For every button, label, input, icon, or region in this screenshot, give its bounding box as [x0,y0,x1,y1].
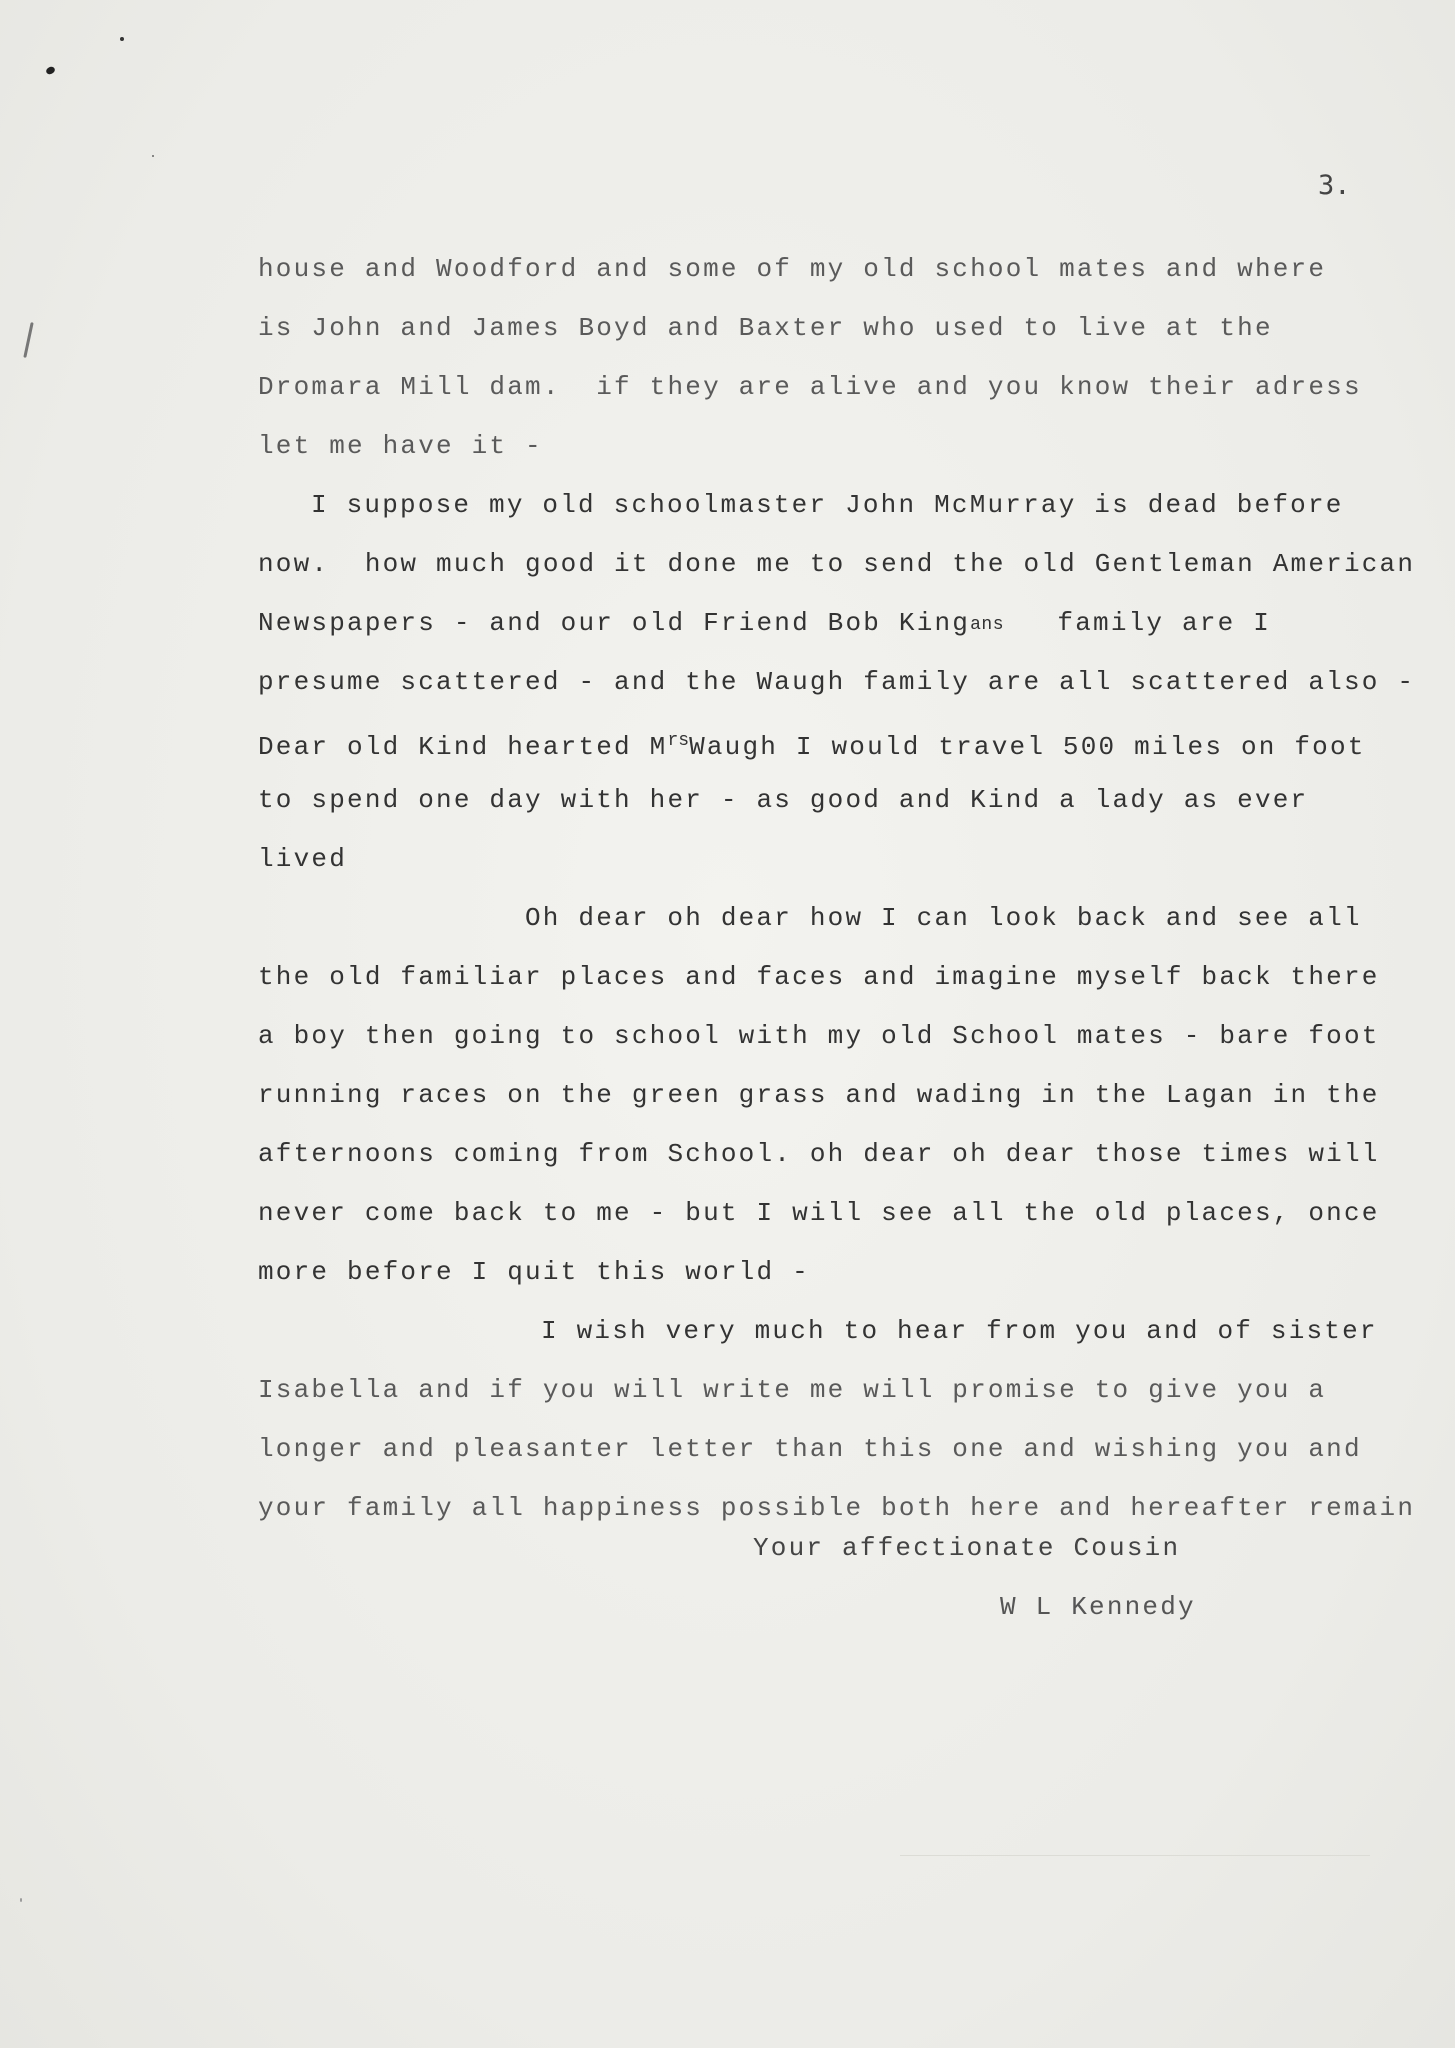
text-line: afternoons coming from School. oh dear oh dear those times will [258,1139,1380,1169]
text-line: to spend one day with her - as good and Kind a lady as ever [258,785,1309,815]
ink-dot [20,1898,22,1902]
text-segment: Newspapers - and our old Friend Bob King [258,608,971,638]
letter-closing: Your affectionate Cousin [753,1533,1181,1563]
text-line: now. how much good it done me to send the old Gentleman American [258,549,1416,579]
text-line: house and Woodford and some of my old school mates and where [258,254,1327,284]
text-line [258,712,1408,771]
letter-body [258,240,1416,1538]
text-line [258,594,1408,653]
text-line: is John and James Boyd and Baxter who used to live at the [258,313,1273,343]
ink-dot [120,37,124,41]
text-line: let me have it - [258,431,543,461]
text-segment: Waugh I would travel 500 miles on foot [689,732,1366,762]
text-line: running races on the green grass and wading in the Lagan in the [258,1080,1380,1110]
text-line: Isabella and if you will write me will promise to give you a [258,1375,1327,1405]
text-line: never come back to me - but I will see all the old places, once [258,1198,1380,1228]
text-line: the old familiar places and faces and imagine myself back there [258,962,1380,992]
pencil-mark [23,322,33,358]
text-line: I suppose my old schoolmaster John McMurray is dead before [311,490,1344,520]
text-line: a boy then going to school with my old School mates - bare foot [258,1021,1380,1051]
overtyped-text: ans [970,615,1005,635]
ink-dot [152,155,154,157]
text-segment: family are I [1004,608,1272,638]
text-line: more before I quit this world - [258,1257,810,1287]
text-line: longer and pleasanter letter than this one and wishing you and [258,1434,1362,1464]
text-line: your family all happiness possible both here and hereafter remain [258,1493,1416,1523]
page-number: 3. [1318,170,1351,201]
text-line: Dromara Mill dam. if they are alive and you know their adress [258,372,1362,402]
text-line: lived [258,844,348,874]
paper-fold-line [900,1855,1370,1856]
text-line: Oh dear oh dear how I can look back and see all [525,903,1362,933]
superscript-text: rs [667,731,690,751]
ink-spot [45,65,56,75]
text-line: presume scattered - and the Waugh family are all scattered also - [258,667,1416,697]
text-line: I wish very much to hear from you and of sister [541,1316,1378,1346]
letter-signature: W L Kennedy [1000,1592,1196,1622]
text-segment: Dear old Kind hearted M [258,732,668,762]
